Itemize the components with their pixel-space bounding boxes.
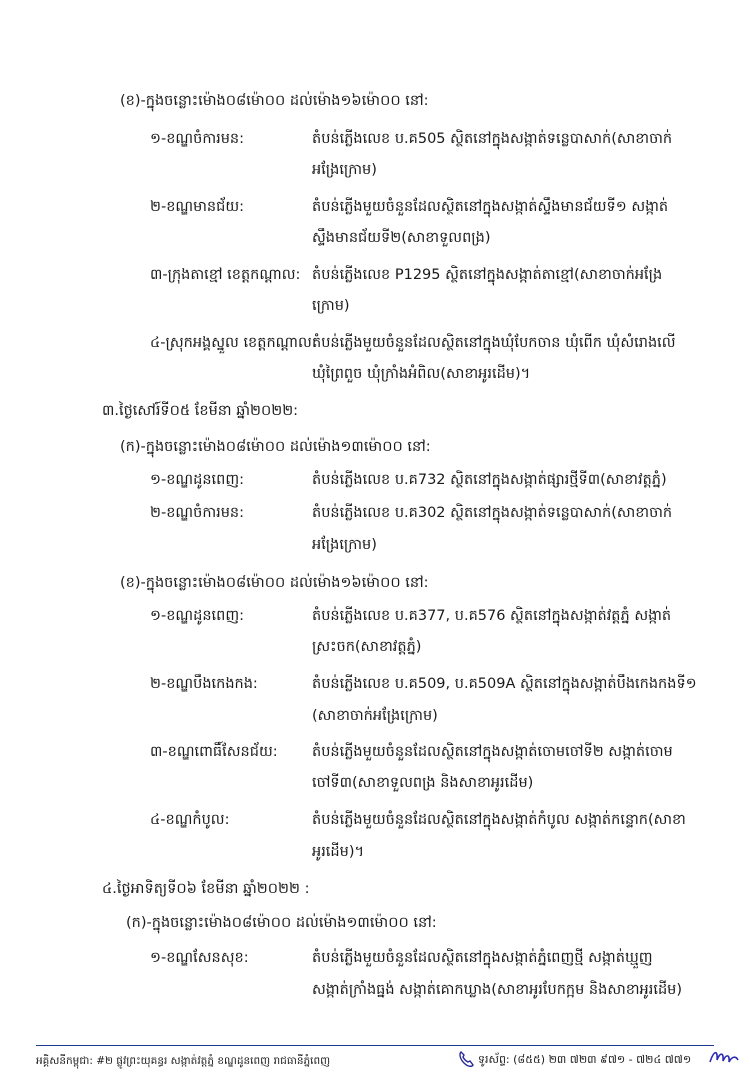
text-line-b7: ស្ទឹងមានជ័យទី២(សាខាទួលពង្រ) [312, 230, 491, 246]
text-line-b14: ៣.ថ្ងៃសៅរ៍ទី០៥ ខែមីនា ឆ្នាំ២០២២: [102, 403, 299, 419]
text-line-b1: (ខ)-ក្នុងចន្លោះម៉ោង០៨ម៉ោ០០ ដល់ម៉ោង១៦ម៉ោ០០ នៅ: [120, 93, 429, 109]
text-line-b31: ៤-ខណ្ឌកំបូល: [150, 812, 230, 828]
text-line-b2: ១-ខណ្ឌចំការមន: [150, 131, 245, 147]
text-line-b26: តំបន់ភ្លើងលេខ ប.គ509, ប.គ509A ស្ថិតនៅក្នុងសង្កាត់បឹងកេងកងទី១ [312, 676, 697, 692]
text-line-b10: ក្រោម) [312, 298, 350, 314]
text-line-b15: (ក)-ក្នុងចន្លោះម៉ោង០៨ម៉ោ០០ ដល់ម៉ោង១៣ម៉ោ០០ នៅ: [120, 439, 431, 455]
text-line-b36: ១-ខណ្ឌសែនសុខ: [150, 950, 249, 966]
text-line-b34: ៤.ថ្ងៃអាទិត្យទី០៦ ខែមីនា ឆ្នាំ២០២២ : [102, 881, 310, 897]
footer-phone: ទូរស័ព្ទ: (៨៥៥) ២៣ ៧២៣ ៩៧១ - ៧២៤ ៧៧១ [478, 1053, 692, 1066]
footer-divider [36, 1045, 714, 1046]
text-line-b33: អូរដើម)។ [312, 844, 365, 860]
text-line-b17: តំបន់ភ្លើងលេខ ប.គ732 ស្ថិតនៅក្នុងសង្កាត់ផ្សារថ្មីទី៣(សាខាវត្តភ្នំ) [312, 472, 667, 488]
text-line-b4: អង្រែក្រោម) [312, 162, 377, 178]
text-line-b21: (ខ)-ក្នុងចន្លោះម៉ោង០៨ម៉ោ០០ ដល់ម៉ោង១៦ម៉ោ០០ នៅ: [120, 575, 429, 591]
text-line-b29: តំបន់ភ្លើងមួយចំនួនដែលស្ថិតនៅក្នុងសង្កាត់ចោមចៅទី២ សង្កាត់ចោម [312, 744, 673, 760]
phone-icon [458, 1050, 474, 1068]
text-line-b11: ៤-ស្រុកអង្គស្នួល ខេត្តកណ្ដាល: [150, 335, 317, 351]
text-line-b23: តំបន់ភ្លើងលេខ ប.គ377, ប.គ576 ស្ថិតនៅក្នុងសង្កាត់វត្តភ្នំ សង្កាត់ [312, 608, 672, 624]
text-line-b32: តំបន់ភ្លើងមួយចំនួនដែលស្ថិតនៅក្នុងសង្កាត់កំបូល សង្កាត់កន្ទោក(សាខា [312, 812, 686, 828]
text-line-b12: តំបន់ភ្លើងមួយចំនួនដែលស្ថិតនៅក្នុងឃុំបែកចាន ឃុំពើក ឃុំសំរោងលើ [312, 335, 676, 351]
text-line-b27: (សាខាចាក់អង្រែក្រោម) [312, 708, 438, 724]
text-line-b22: ១-ខណ្ឌដូនពេញ: [150, 608, 245, 624]
text-line-b18: ២-ខណ្ឌចំការមន: [150, 505, 245, 521]
text-line-b6: តំបន់ភ្លើងមួយចំនួនដែលស្ថិតនៅក្នុងសង្កាត់ស្ទឹងមានជ័យទី១ សង្កាត់ [312, 199, 669, 215]
text-line-b19: តំបន់ភ្លើងលេខ ប.គ302 ស្ថិតនៅក្នុងសង្កាត់ទន្លេបាសាក់(សាខាចាក់ [312, 505, 673, 521]
text-line-b13: ឃុំព្រៃពួច ឃុំក្រាំងអំពិល(សាខាអូរដើម)។ [312, 366, 531, 382]
text-line-b24: ស្រះចក(សាខាវត្តភ្នំ) [312, 639, 422, 655]
text-line-b28: ៣-ខណ្ឌពោធិ៍សែនជ័យ: [150, 744, 278, 760]
text-line-b35: (ក)-ក្នុងចន្លោះម៉ោង០៨ម៉ោ០០ ដល់ម៉ោង១៣ម៉ោ០០ នៅ: [126, 915, 437, 931]
signature-icon [708, 1044, 740, 1070]
text-line-b20: អង្រែក្រោម) [312, 537, 377, 553]
text-line-b16: ១-ខណ្ឌដូនពេញ: [150, 472, 245, 488]
text-line-b8: ៣-ក្រុងតាខ្មៅ ខេត្តកណ្ដាល: [150, 267, 301, 283]
text-line-b37: តំបន់ភ្លើងមួយចំនួនដែលស្ថិតនៅក្នុងសង្កាត់ភ្នំពេញថ្មី សង្កាត់ឃ្មួញ [312, 950, 653, 966]
text-line-b5: ២-ខណ្ឌមានជ័យ: [150, 199, 245, 215]
footer-address: អគ្គិសនីកម្ពុជា: #២ ផ្លូវព្រះយុគន្ធរ សង្កាត់វត្តភ្នំ ខណ្ឌដូនពេញ រាជធានីភ្នំពេញ [36, 1055, 331, 1067]
text-line-b25: ២-ខណ្ឌបឹងកេងកង: [150, 676, 258, 692]
text-line-b38: សង្កាត់ក្រាំងធ្នង់ សង្កាត់គោកឃ្លាង(សាខាអូរបែកក្អម និងសាខាអូរដើម) [312, 982, 683, 998]
text-line-b3: តំបន់ភ្លើងលេខ ប.គ505 ស្ថិតនៅក្នុងសង្កាត់ទន្លេបាសាក់(សាខាចាក់ [312, 131, 673, 147]
text-line-b30: ចៅទី៣(សាខាទួលពង្រ និងសាខាអូរដើម) [312, 775, 534, 791]
text-line-b9: តំបន់ភ្លើងលេខ P1295 ស្ថិតនៅក្នុងសង្កាត់តាខ្មៅ(សាខាចាក់អង្រែ [312, 267, 663, 283]
